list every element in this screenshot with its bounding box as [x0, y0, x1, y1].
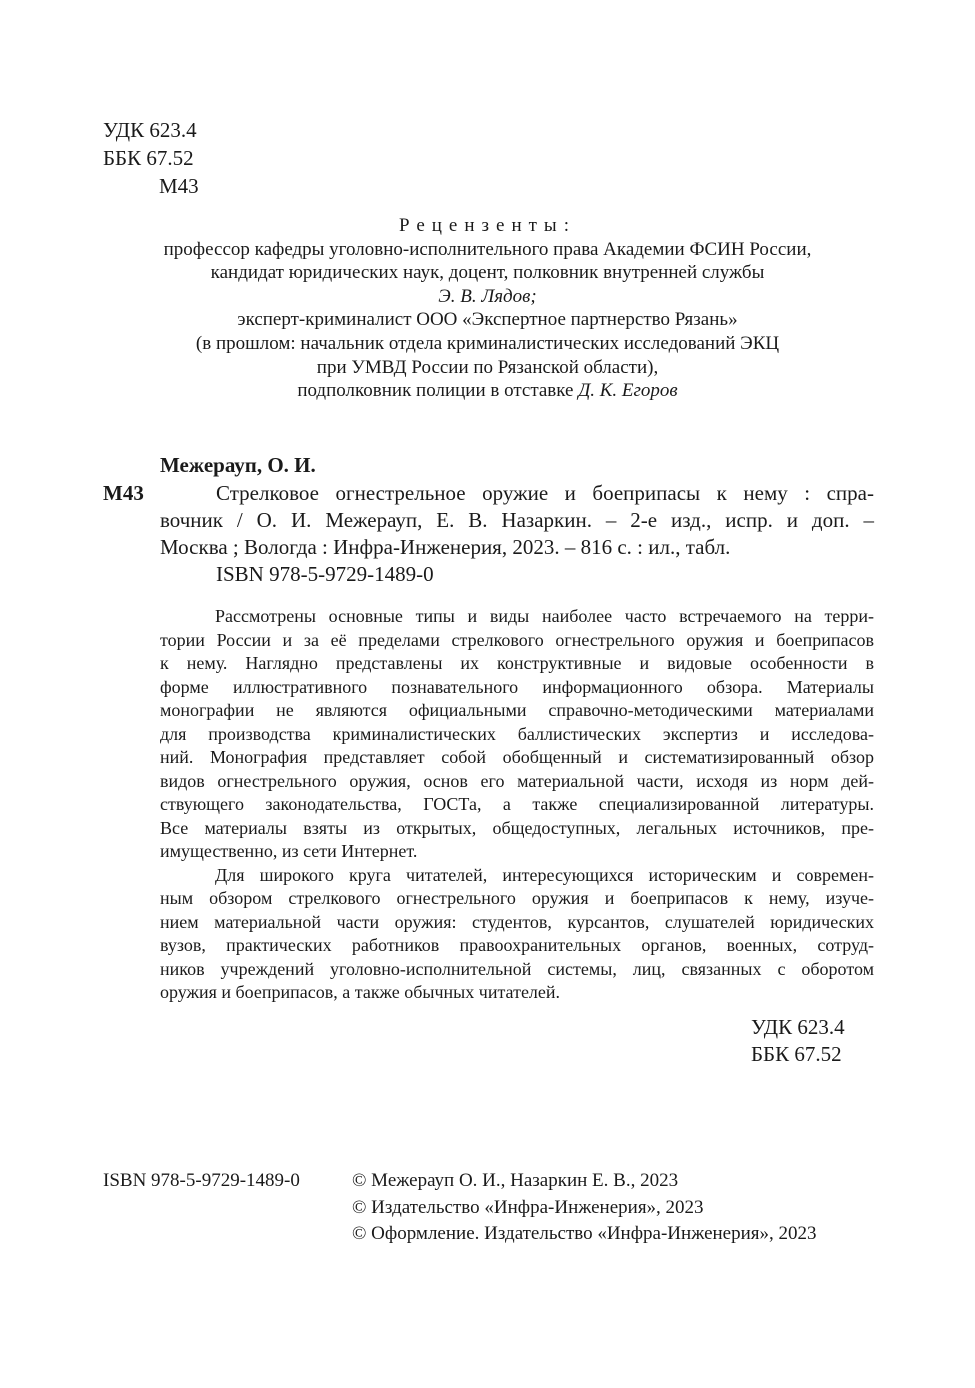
- reviewer1-name: Э. В. Лядов;: [438, 285, 537, 307]
- annotation-line: Для широкого круга читателей, интересующихся историческим и современ-: [215, 864, 874, 885]
- bbk-code: ББК 67.52: [103, 146, 194, 170]
- bib-isbn: ISBN 978-5-9729-1489-0: [216, 562, 434, 586]
- copyright-notices: [352, 1169, 817, 1249]
- bib-line-3: Москва ; Вологда : Инфра-Инженерия, 2023. – 816 с. : ил., табл.: [160, 535, 731, 559]
- reviewer2-line3: при УМВД России по Рязанской области),: [316, 356, 659, 378]
- reviewer2-name: Д. К. Егоров: [578, 380, 678, 402]
- imprint-isbn: ISBN 978-5-9729-1489-0: [103, 1170, 300, 1191]
- bib-line-1: Стрелковое огнестрельное оружие и боеприпасы к нему : спра-: [216, 481, 874, 505]
- reviewer1-line1: профессор кафедры уголовно-исполнительного права Академии ФСИН России,: [163, 238, 812, 260]
- reviewer2-line4-prefix: подполковник полиции в отставке: [297, 380, 579, 402]
- annotation-line: видов огнестрельного оружия, основ его материальной части, исходя из норм дей-: [160, 770, 874, 791]
- top-classification-codes: [103, 117, 199, 201]
- annotation-line: для производства криминалистических баллистических экспертиз и исследова-: [160, 723, 874, 744]
- annotation: [160, 605, 874, 1005]
- author-cipher: М43: [159, 174, 199, 198]
- reviewer1-line2: кандидат юридических наук, доцент, полковник внутренней службы: [210, 262, 765, 284]
- reviewer2-line4: [0, 379, 975, 403]
- udk-code: УДК 623.4: [103, 118, 197, 142]
- reviewers-title: Рецензенты:: [399, 215, 576, 236]
- annotation-line: тории России и за её пределами стрелкового огнестрельного оружия и боеприпасов: [160, 629, 874, 650]
- annotation-line: нием материальной части оружия: студентов, курсантов, слушателей юридических: [160, 911, 874, 932]
- copyright-authors: © Межерауп О. И., Назаркин Е. В., 2023: [352, 1170, 679, 1191]
- udk-code-bottom: УДК 623.4: [751, 1015, 845, 1039]
- author-heading: Межерауп, О. И.: [160, 453, 316, 477]
- bottom-classification-codes: [751, 1014, 845, 1068]
- record-cipher: М43: [103, 481, 144, 505]
- annotation-line: имущественно, из сети Интернет.: [160, 841, 418, 861]
- annotation-line: монографии не являются официальными справочно-методическими материалами: [160, 700, 874, 720]
- copyright-publisher: © Издательство «Инфра-Инженерия», 2023: [352, 1196, 704, 1218]
- annotation-line: к нему. Наглядно представлены их конструктивные и видовые особенности в: [160, 653, 874, 673]
- annotation-line: Все материалы взяты из открытых, общедоступных, легальных источников, пре-: [160, 817, 874, 838]
- reviewer2-line1: эксперт-криминалист ООО «Экспертное партнерство Рязань»: [237, 309, 738, 331]
- annotation-line: оружия и боеприпасов, а также обычных читателей.: [160, 982, 561, 1002]
- annotation-line: ствующего законодательства, ГОСТа, а также специализированной литературы.: [160, 794, 874, 814]
- reviewers-block: [0, 214, 975, 403]
- annotation-line: Рассмотрены основные типы и виды наиболее часто встречаемого на терри-: [215, 606, 874, 626]
- annotation-line: ний. Монография представляет собой обобщенный и систематизированный обзор: [160, 747, 874, 767]
- bibliographic-description: [160, 480, 874, 588]
- copyright-design: © Оформление. Издательство «Инфра-Инженерия», 2023: [352, 1223, 817, 1244]
- annotation-line: вузов, практических работников правоохранительных органов, военных, сотруд-: [160, 935, 874, 955]
- bib-line-2: вочник / О. И. Межерауп, Е. В. Назаркин. – 2-е изд., испр. и доп. –: [160, 508, 874, 532]
- annotation-line: ников учреждений уголовно-исполнительной системы, лиц, связанных с оборотом: [160, 958, 874, 979]
- annotation-line: форме иллюстративного познавательного информационного обзора. Материалы: [160, 676, 874, 697]
- reviewer2-line2: (в прошлом: начальник отдела криминалистических исследований ЭКЦ: [195, 332, 780, 354]
- bbk-code-bottom: ББК 67.52: [751, 1042, 842, 1066]
- annotation-line: ным обзором стрелкового огнестрельного оружия и боеприпасов к нему, изуче-: [160, 888, 874, 908]
